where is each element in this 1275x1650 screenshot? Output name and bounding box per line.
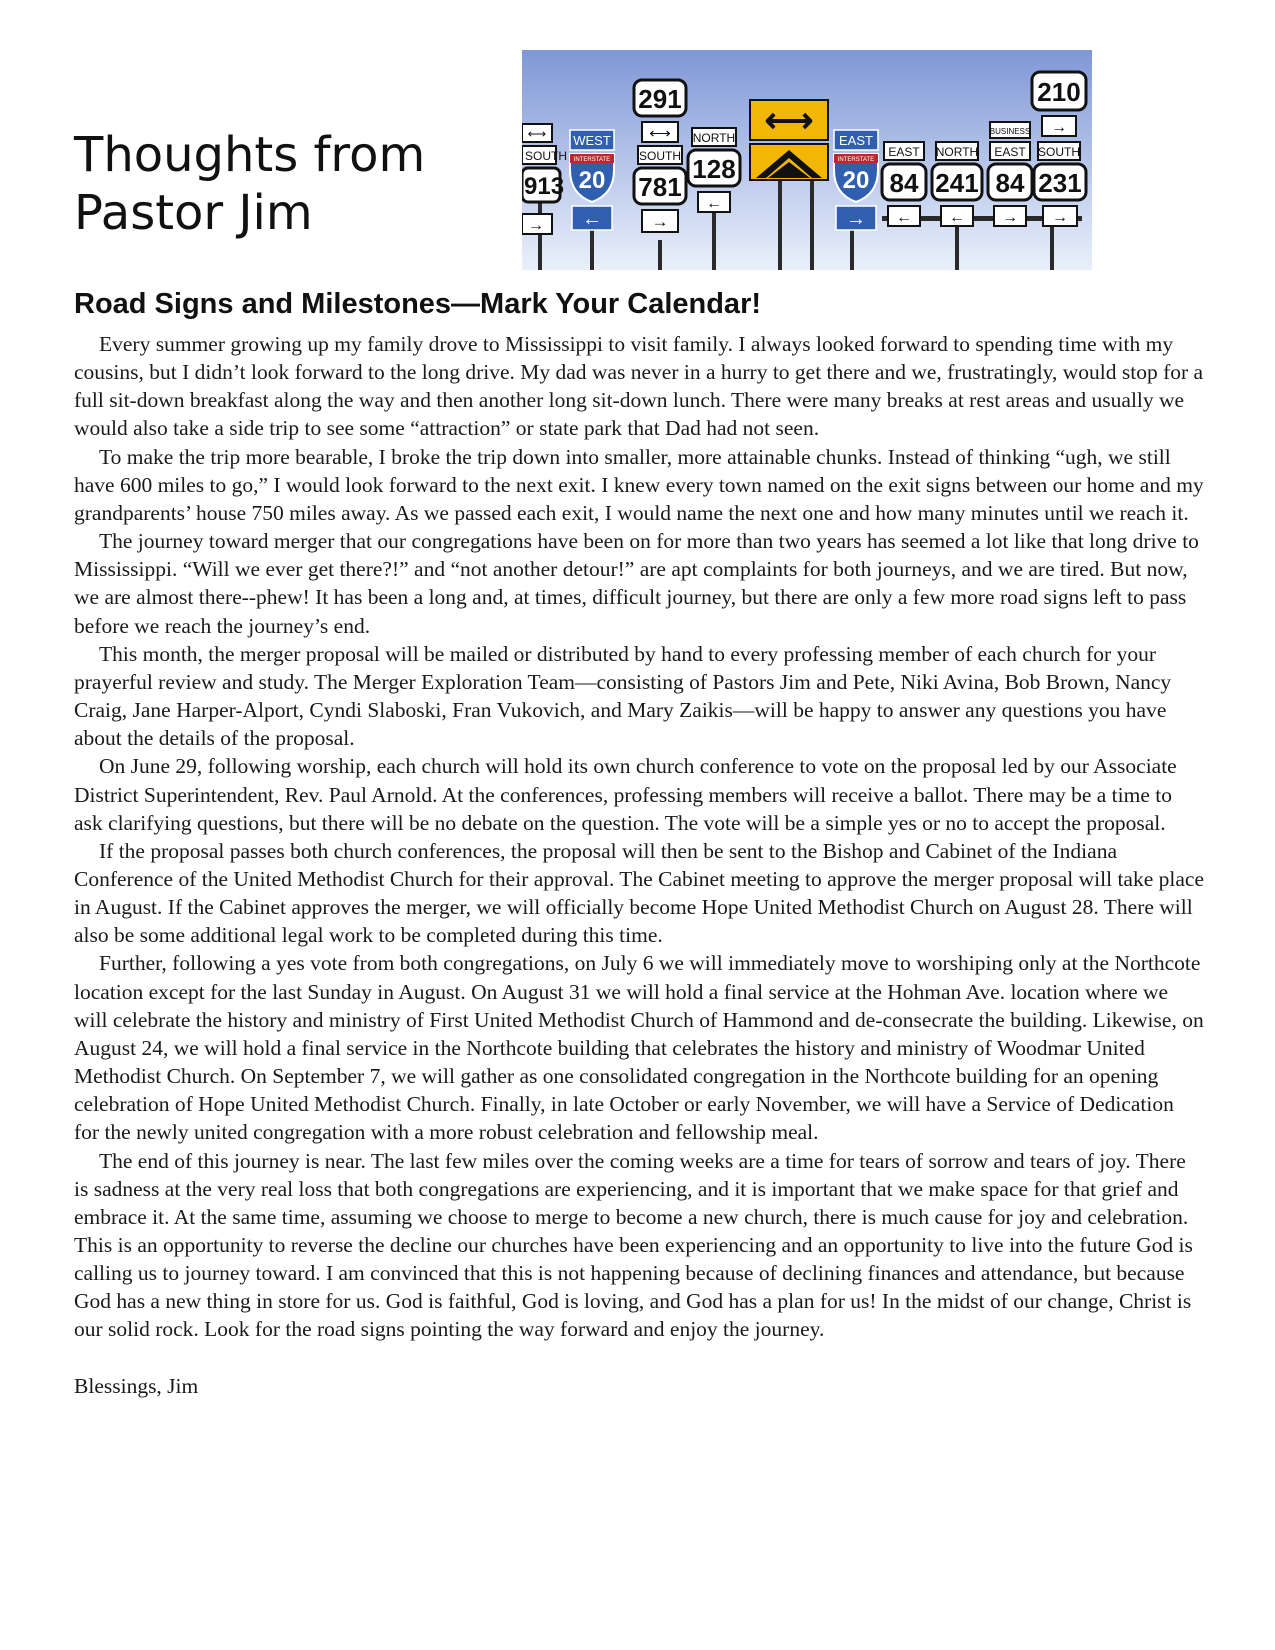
sign-label: EAST: [839, 133, 873, 148]
sign-number: 20: [842, 167, 870, 194]
article-paragraph: Every summer growing up my family drove to Mississippi to visit family. I always looked forward to spending time with my cousins, but I didn’t look forward to the long drive. My dad was never in a hurry to get there and we, frustratingly, would stop for a full sit-down breakfast along the way and then another long sit-down lunch. There were many breaks at rest areas and usually we would also take a side trip to see some “attraction” or state park that Dad had not seen.: [74, 332, 1204, 441]
sign-number: 20: [578, 167, 606, 194]
sign-291: [634, 80, 686, 232]
sign-label: WEST: [573, 133, 611, 148]
svg-text:⟷: ⟷: [527, 126, 547, 141]
svg-text:⟷: ⟷: [764, 102, 814, 140]
signoff: Blessings, Jim: [74, 1373, 199, 1398]
sign-label: NORTH: [692, 131, 736, 145]
svg-text:→: →: [1052, 209, 1068, 226]
svg-text:→: →: [1051, 119, 1067, 136]
article-body: [74, 330, 1204, 1400]
svg-text:→: →: [1002, 209, 1018, 226]
article-heading: Road Signs and Milestones—Mark Your Calendar!: [74, 288, 762, 320]
article-paragraph: On June 29, following worship, each church will hold its own church conference to vote on the proposal led by our Associate District Superintendent, Rev. Paul Arnold. At the conferences, professing members will receive a ballot. There may be a time to ask clarifying questions, but there will be no debate on the question. The vote will be a simple yes or no to accept the proposal.: [74, 754, 1177, 835]
chevron-sign: [750, 100, 828, 180]
sign-number: 128: [692, 154, 736, 184]
sign-label: BUSINESS: [989, 127, 1031, 136]
sign-number: 291: [638, 84, 682, 114]
svg-text:←: ←: [949, 209, 965, 226]
sign-84-east: [882, 142, 926, 226]
sign-label: SOUTH: [639, 149, 681, 163]
sign-label: INTERSTATE: [573, 157, 611, 163]
sign-number: 84: [889, 168, 919, 198]
sign-number: 913: [524, 173, 565, 200]
sign-number: 210: [1037, 77, 1081, 107]
sign-label: SOUTH: [1038, 145, 1080, 159]
article-paragraph: This month, the merger proposal will be mailed or distributed by hand to every professing member of each church for your prayerful review and study. The Merger Exploration Team—consisting of Pastors Jim and Pete, Niki Avina, Bob Brown, Nancy Craig, Jane Harper-Alport, Cyndi Slaboski, Fran Vukovich, and Mary Zaikis—will be happy to answer any questions you have about the details of the proposal.: [74, 641, 1172, 751]
svg-text:⟷: ⟷: [649, 125, 671, 142]
svg-text:←: ←: [706, 195, 722, 212]
sign-label: INTERSTATE: [837, 157, 875, 163]
sign-i20-west: [570, 130, 614, 230]
article-paragraph: To make the trip more bearable, I broke the trip down into smaller, more attainable chunks. Instead of thinking “ugh, we still have 600 miles to go,” I would look forward to the next exit. I knew every town named on the exit signs between our home and my grandparents’ house 750 miles away. As we passed each exit, I would name the next one and how many minutes until we reach it.: [74, 444, 1204, 525]
svg-text:←: ←: [896, 209, 912, 226]
article-paragraph: The end of this journey is near. The last few miles over the coming weeks are a time for tears of sorrow and tears of joy. There is sadness at the very real loss that both congregations are experiencing, and it is important that we make space for that grief and embrace it. At the same time, assuming we choose to merge to become a new church, there is much cause for joy and celebration. This is an opportunity to reverse the decline our churches have been experiencing and an opportunity to live into the future God is calling us to journey toward. I am convinced that this is not happening because of declining finances and attendance, but because God has a new thing in store for us. God is faithful, God is loving, and God has a plan for us! In the midst of our change, Christ is our solid rock. Look for the road signs pointing the way forward and enjoy the journey.: [74, 1148, 1193, 1342]
road-signs-banner: [522, 50, 1092, 270]
sign-84-business: [988, 122, 1032, 226]
svg-text:←: ←: [582, 208, 602, 230]
article-paragraph: Further, following a yes vote from both congregations, on July 6 we will immediately move to worshiping only at the Northcote location except for the last Sunday in August. On August 31 we will hold a final service at the Hohman Ave. location where we will celebrate the history and ministry of First United Methodist Church of Hammond and de-consecrate the building. Likewise, on August 24, we will hold a final service in the Northcote building that celebrates the history and ministry of Woodmar United Methodist Church. On September 7, we will gather as one consolidated congregation in the Northcote building for an opening celebration of Hope United Methodist Church. Finally, in late October or early November, we will have a Service of Dedication for the newly united congregation with a more robust celebration and fellowship meal.: [74, 951, 1204, 1145]
article-paragraph: If the proposal passes both church conferences, the proposal will then be sent to the Bishop and Cabinet of the Indiana Conference of the United Methodist Church for their approval. The Cabinet meeting to approve the merger proposal will take place in August. If the Cabinet approves the merger, we will officially become Hope United Methodist Church on August 28. There will also be some additional legal work to be completed during this time.: [74, 838, 1204, 948]
sign-label: SOUTH: [525, 149, 567, 163]
page-title: Thoughts from Pastor Jim: [74, 127, 426, 241]
svg-text:→: →: [528, 217, 544, 234]
svg-text:→: →: [846, 208, 866, 230]
sign-label: NORTH: [935, 145, 979, 159]
svg-text:→: →: [651, 212, 669, 231]
sign-number: 781: [638, 172, 682, 202]
sign-number: 84: [995, 168, 1025, 198]
sign-number: 241: [935, 168, 979, 198]
sign-i20-east: [834, 130, 878, 230]
sign-label: EAST: [994, 145, 1026, 159]
sign-number: 231: [1038, 168, 1082, 198]
article-paragraph: The journey toward merger that our congregations have been on for more than two years has seemed a lot like that long drive to Mississippi. “Will we ever get there?!” and “not another detour!” are apt complaints for both journeys, and we are tired. But now, we are almost there--phew! It has been a long and, at times, difficult journey, but there are only a few more road signs left to pass before we reach the journey’s end.: [74, 529, 1199, 638]
sign-label: EAST: [888, 145, 920, 159]
